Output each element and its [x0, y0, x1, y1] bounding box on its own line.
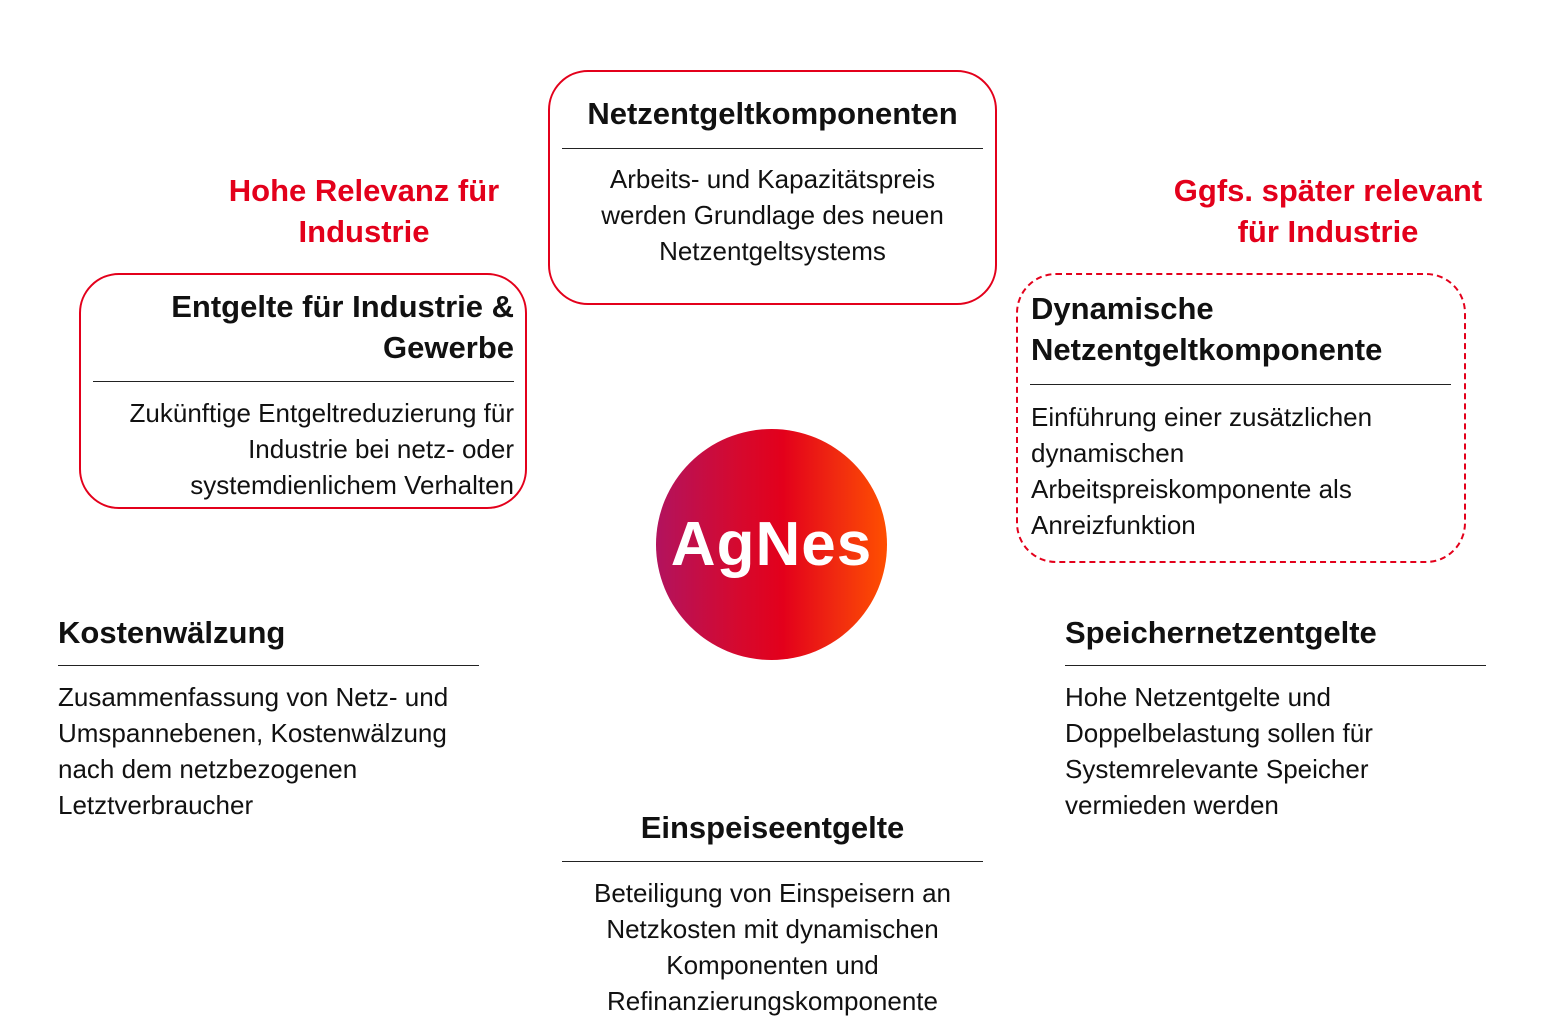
label-later-relevant: Ggfs. später relevant für Industrie: [1173, 173, 1483, 249]
divider-kostenwaelzung: [58, 665, 479, 666]
divider-einspeiseentgelte: [562, 861, 983, 862]
label-high-relevance: Hohe Relevanz für Industrie: [228, 173, 500, 249]
divider-industrie-gewerbe: [93, 381, 514, 382]
divider-dynamische-komponente: [1030, 384, 1451, 385]
text-netzentgeltkomponenten: Arbeits- und Kapazitätspreis werden Grundlage des neuen Netzentgeltsystems: [601, 164, 944, 266]
text-einspeiseentgelte: Beteiligung von Einspeisern an Netzkosten mit dynamischen Komponenten und Refinanzierungskomponente: [593, 878, 952, 1016]
text-industrie-gewerbe: Zukünftige Entgeltreduzierung für Industrie bei netz- oder systemdienlichem Verhalten: [129, 398, 514, 500]
title-industrie-gewerbe: Entgelte für Industrie & Gewerbe: [171, 289, 514, 365]
agnes-hub-label: AgNes: [670, 510, 873, 579]
title-netzentgeltkomponenten: Netzentgeltkomponenten: [587, 96, 958, 131]
agnes-hub: [656, 429, 887, 660]
title-einspeiseentgelte: Einspeiseentgelte: [640, 810, 905, 845]
title-kostenwaelzung: Kostenwälzung: [58, 615, 286, 650]
divider-netzentgeltkomponenten: [562, 148, 983, 149]
title-dynamische-komponente: Dynamische Netzentgeltkomponente: [1031, 291, 1383, 367]
text-kostenwaelzung: Zusammenfassung von Netz- und Umspannebenen, Kostenwälzung nach dem netzbezogenen Letztverbraucher: [58, 682, 449, 820]
text-dynamische-komponente: Einführung einer zusätzlichen dynamischen Arbeitspreiskomponente als Anreizfunktion: [1031, 402, 1373, 540]
divider-speichernetzentgelte: [1065, 665, 1486, 666]
title-speichernetzentgelte: Speichernetzentgelte: [1065, 615, 1377, 650]
text-speichernetzentgelte: Hohe Netzentgelte und Doppelbelastung sollen für Systemrelevante Speicher vermieden werden: [1065, 682, 1373, 820]
